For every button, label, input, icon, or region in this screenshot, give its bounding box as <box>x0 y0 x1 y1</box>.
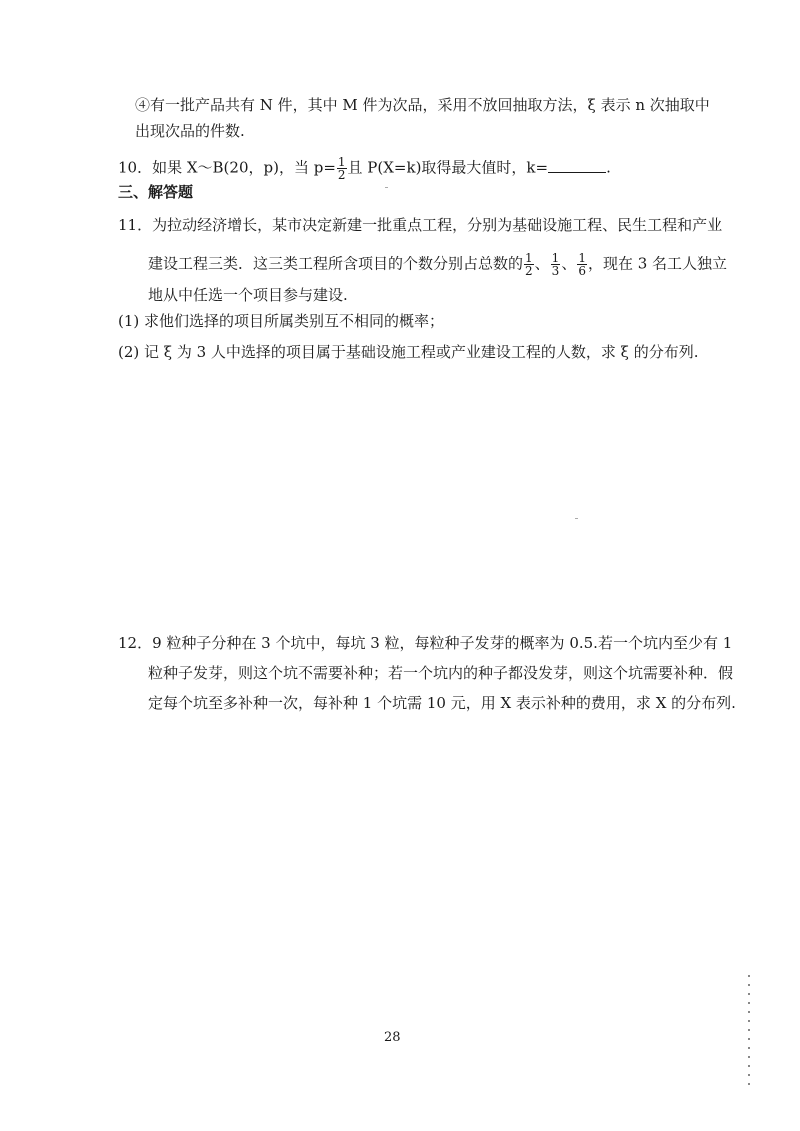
q10-fraction <box>337 156 347 181</box>
q11-part-1: (1) 求他们选择的项目所属类别互不相同的概率； <box>118 312 445 330</box>
q11-line-2 <box>148 252 727 277</box>
q11-line-3: 地从中任选一个项目参与建设. <box>148 286 348 304</box>
section-3-title: 三、解答题 <box>118 183 194 201</box>
q11-frac-1-den: 2 <box>525 264 533 278</box>
q11-fraction-2 <box>551 252 561 277</box>
q11-fraction-3 <box>577 252 587 277</box>
question-10 <box>118 156 611 181</box>
page-number: 28 <box>384 1030 401 1045</box>
q11-frac-3-num: 1 <box>578 251 586 265</box>
item-4-line-2: 出现次品的件数. <box>135 122 245 140</box>
q11-frac-2-num: 1 <box>551 251 560 265</box>
q12-line-2: 粒种子发芽，则这个坑不需要补种；若一个坑内的种子都没发芽，则这个坑需要补种．假 <box>148 664 734 682</box>
scan-edge-marks <box>748 975 750 1085</box>
q11-fraction-1 <box>524 252 534 277</box>
q11-frac-1-num: 1 <box>525 251 533 265</box>
q10-text-before: 10．如果 X～B(20，p)，当 p= <box>118 158 336 177</box>
scan-speck <box>385 187 388 188</box>
q11-frac-2-den: 3 <box>551 264 560 278</box>
q10-answer-blank <box>548 158 606 173</box>
q11-line-1: 11．为拉动经济增长，某市决定新建一批重点工程，分别为基础设施工程、民生工程和产业 <box>118 216 723 234</box>
q11-sep-1: 、 <box>534 254 550 273</box>
q12-line-1: 12．9 粒种子分种在 3 个坑中，每坑 3 粒，每粒种子发芽的概率为 0.5.若一个坑内至少有 1 <box>118 634 733 652</box>
q11-sep-2: 、 <box>561 254 577 273</box>
q12-line-3: 定每个坑至多补种一次，每补种 1 个坑需 10 元，用 X 表示补种的费用，求 X 的分布列. <box>148 694 736 712</box>
q10-text-end: . <box>606 158 611 177</box>
item-4-line-1: ④有一批产品共有 N 件，其中 M 件为次品，采用不放回抽取方法，ξ 表示 n 次抽取中 <box>135 96 710 114</box>
q11-frac-3-den: 6 <box>578 264 586 278</box>
q10-frac-den: 2 <box>337 168 346 182</box>
q11-part-2: (2) 记 ξ 为 3 人中选择的项目属于基础设施工程或产业建设工程的人数，求 ξ 的分布列. <box>118 343 699 361</box>
scan-speck <box>575 518 578 519</box>
q10-text-after: 且 P(X=k)取得最大值时，k= <box>347 158 549 177</box>
q10-frac-num: 1 <box>337 155 346 169</box>
q11-line2-after: ，现在 3 名工人独立 <box>587 254 728 273</box>
q11-line2-before: 建设工程三类．这三类工程所含项目的个数分别占总数的 <box>148 254 524 273</box>
